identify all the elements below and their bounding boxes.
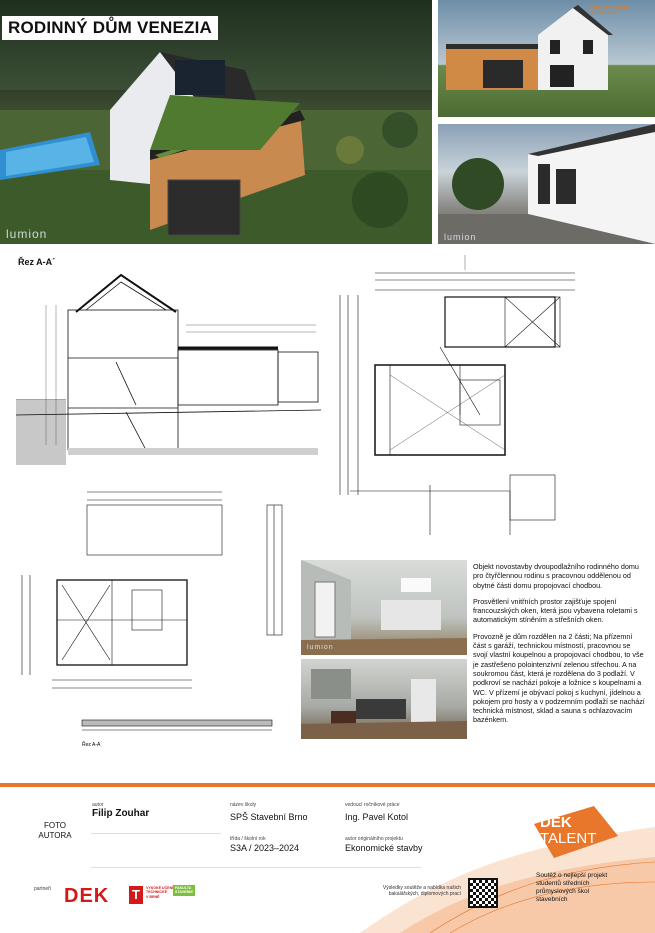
section-drawing (16, 270, 321, 465)
vut-logo-mark: T (129, 886, 143, 904)
hall-render-illustration (301, 560, 467, 655)
lumion-watermark-interior: lumion (307, 644, 334, 651)
contest-text: Soutěž o nejlepší projekt studentů středních průmyslových škol stavebních (536, 872, 608, 903)
description-paragraph-2: Prosvětlení vnitřních prostor zajišťuje spojení francouzských oken, která jsou vybavena roletami s automatickým stíněním a střešních oken. (473, 596, 638, 625)
dek-talent-logo (534, 806, 618, 858)
room-render-illustration (301, 659, 467, 739)
section-mark-label: Řez A-A´ (82, 742, 103, 748)
side-render-illustration (438, 124, 655, 244)
partners-label: partneři (34, 886, 51, 892)
class-label: třída / školní rok (230, 836, 266, 842)
dek-talent-top: DEK (540, 814, 572, 831)
archicad-caption: VÝUKOVÁ VERZE ARCHICADU (590, 5, 629, 15)
floor-plans (12, 480, 297, 750)
subject-name: Ekonomické stavby (345, 843, 423, 853)
results-text: Výsledky soutěže a nabídka našich bakalářských, diplomových prací (382, 885, 461, 897)
interior-render-hall (301, 560, 467, 655)
supervisor-label: vedoucí ročníkové práce (345, 802, 400, 808)
partner-dek-logo: DEK (64, 885, 110, 907)
author-label: autor (92, 802, 104, 808)
vut-logo-text: VYSOKÉ UČENÍ TECHNICKÉ V BRNĚ (146, 886, 174, 899)
supervisor-name: Ing. Pavel Kotol (345, 812, 409, 822)
project-description (473, 562, 645, 732)
dek-talent-bottom: TALENT (540, 830, 597, 847)
render-front (438, 0, 655, 117)
fast-logo: FAKULTA STAVEBNÍ (175, 886, 193, 895)
class-year: S3A / 2023–2024 (230, 843, 300, 853)
photo-author-placeholder: FOTO AUTORA (38, 821, 72, 840)
poster-title: RODINNÝ DŮM VENEZIA (2, 16, 218, 40)
author-name: Filip Zouhar (92, 808, 150, 819)
subject-label: autor originálního projektu (345, 836, 403, 842)
section-title: Řez A-A´ (18, 257, 56, 267)
divider-bottom (91, 867, 421, 868)
school-name: SPŠ Stavební Brno (230, 812, 308, 822)
lumion-watermark: lumion (6, 227, 48, 241)
school-label: název školy (230, 802, 257, 808)
description-paragraph-1: Objekt novostavby dvoupodlažního rodinného domu pro čtyřčlennou rodinu s pracovnou oddělenou od obytné části domu propojovací chodbou. (473, 562, 639, 590)
lumion-watermark-side: lumion (444, 232, 477, 242)
description-paragraph-3: Provozně je dům rozdělen na 2 části; Na přízemní část s garáží, technickou místností, pracovnou se svojí vlastní koupelnou a propojovací chodbou, to vše je zastřešeno polointenzivní zelenou střechou. A na soukromou část, která je rozdělena do 3 podlaží. V podkroví se nachází pokoje a ložnice s koupelnami a WC. V přízemí je obývací pokoj s kuchyní, jídelnou a pokojem pro hosty a v podzemním podlaží se nachází technická místnost, sklad a sauna s ochlazovacím bazénkem. (473, 631, 645, 725)
hero-render (0, 0, 432, 244)
interior-render-room (301, 659, 467, 739)
front-render-illustration (438, 0, 655, 117)
qr-code[interactable] (468, 878, 498, 908)
divider (91, 833, 221, 834)
ground-floor-plan (330, 255, 640, 535)
render-side (438, 124, 655, 244)
